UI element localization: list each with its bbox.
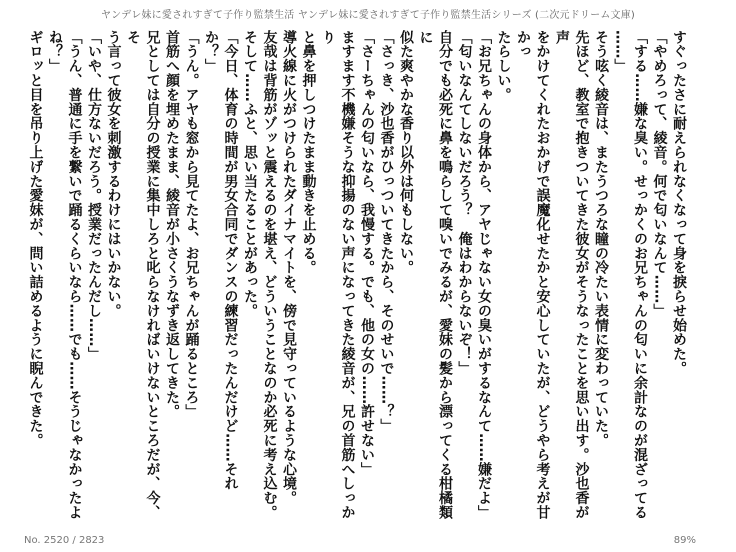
- text-line: たらしい。: [495, 30, 512, 102]
- text-line: そう呟く綾音は、またうつろな瞳の冷たい表情に変わっていた。: [593, 30, 609, 448]
- text-line: 「今日、体育の時間が男女合同でダンスの練習だったんだけど……それか？」: [203, 30, 239, 491]
- text-line: ……」: [612, 30, 629, 74]
- text-line: 首筋へ顔を埋めたまま、綾音が小さくうなずき返してきた。: [164, 30, 180, 419]
- text-line: 「さっき、沙也香がひっついてきたから、そのせいで……？」: [378, 30, 395, 434]
- text-line: 「いや、仕方ないだろう。授業だったんだし……」: [86, 30, 102, 362]
- text-line: 「お兄ちゃんの身体から、アヤじゃない女の臭いがするなんて……嫌だよ」: [476, 30, 492, 520]
- text-line: 先ほど、教室で抱きついてきた彼女がそうなったことを思い出す。沙也香が声: [554, 30, 590, 520]
- text-line: そして……ふと、思い当たることがあった。: [242, 30, 258, 318]
- text-line: 「うん、普通に手を繋いで踊るくらいなら……でも……そうじゃなかったよ: [66, 30, 83, 520]
- page-position-indicator: No. 2520 / 2823: [24, 535, 105, 546]
- text-line: 「さーちゃんの匂いなら、我慢する。でも、他の女の……許せない」: [359, 30, 375, 477]
- text-line: 「うん。アヤも窓から見てたよ、お兄ちゃんが踊るところ」: [183, 30, 200, 419]
- vertical-text-body: [27, 30, 688, 520]
- text-line: 「匂いなんてしないだろう？ 俺はわからないぞ！」: [456, 30, 473, 376]
- reading-progress-indicator: 89%: [673, 535, 696, 546]
- text-line: う言って彼女を刺激するわけにはいかない。: [105, 30, 122, 318]
- text-line: ますます不機嫌そうな抑揚のない声になってきた綾音が、兄の首筋へしっかり: [320, 30, 356, 520]
- text-line: すぐったさに耐えられなくなって身を捩らせ始めた。: [671, 30, 687, 376]
- text-line: と鼻を押しつけたまま動きを止める。: [300, 30, 317, 275]
- text-line: 似た爽やかな香り以外は何もしない。: [398, 30, 414, 275]
- text-line: 「やめろって、綾音。何で匂いなんて……」: [651, 30, 668, 318]
- text-line: ギロッと目を吊り上げた愛妹が、問い詰めるように睨んできた。: [27, 30, 44, 448]
- text-line: をかけてくれたおかげで誤魔化せたかと安心していたが、どうやら考えが甘かっ: [515, 30, 551, 520]
- text-line: ね？」: [47, 30, 63, 74]
- text-line: 自分でも必死に鼻を鳴らして嗅いでみるが、愛妹の髪から漂ってくる柑橘類に: [417, 30, 453, 520]
- text-line: 「する……嫌な臭い。せっかくのお兄ちゃんの匂いに余計なのが混ざってる: [632, 30, 648, 520]
- text-line: 導火線に火がつけられたダイナマイトを、傍で見守っているような心境。: [281, 30, 297, 506]
- text-line: 兄としては自分の授業に集中しろと叱らなければいけないところだが、今、そ: [125, 30, 161, 520]
- text-line: 友哉は背筋がゾッと震えるのを堪え、どういうことなのか必死に考え込む。: [261, 30, 278, 520]
- book-title-header: ヤンデレ妹に愛されすぎて子作り監禁生活 ヤンデレ妹に愛されすぎて子作り監禁生活シリーズ (二次元ドリーム文庫): [100, 10, 636, 21]
